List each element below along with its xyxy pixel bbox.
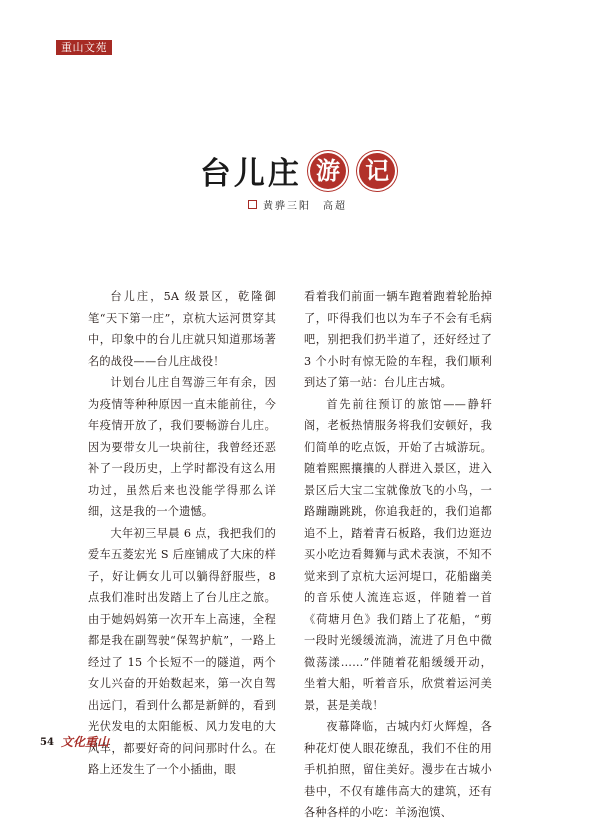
square-bullet-icon: [248, 200, 257, 209]
page-number: 54: [40, 737, 54, 748]
title-text: 台儿庄: [199, 156, 302, 192]
paragraph: 大年初三早晨 6 点，我把我们的爱车五菱宏光 S 后座铺成了大床的样子，好让俩女儿可以躺得舒服些，8 点我们准时出发踏上了台儿庄之旅。由于她妈妈第一次开车上高速，全程都是我在副驾驶“保驾护航”，一路上经过了 15 个长短不一的隧道，两个女儿兴奋的开始数起来，第一次自驾出远门，看到什么都是新鲜的，看到光伏发电的太阳能板、风力发电的大风车，都要好奇的问问那时什么。在路上还发生了一个小插曲，眼: [88, 526, 276, 776]
title-seal-character: 记: [359, 153, 395, 189]
author-byline: [0, 197, 595, 212]
paragraph: 台儿庄，5A 级景区，乾隆御笔“天下第一庄”，京杭大运河贯穿其中，印象中的台儿庄就只知道那场著名的战役——台儿庄战役！: [88, 290, 276, 368]
author-names: 黄骅三阳 高超: [263, 201, 347, 212]
paragraph: 计划台儿庄自驾游三年有余，因为疫情等种种原因一直未能前往，今年疫情开放了，我们要畅游台儿庄。因为要带女儿一块前往，我曾经还恶补了一段历史，上学时都没有这么用功过，虽然后来也没能学得那么详细，这是我的一个遗憾。: [88, 376, 276, 518]
paragraph: 夜幕降临，古城内灯火辉煌，各种花灯使人眼花缭乱，我们不住的用手机拍照，留住美好。漫步在古城小巷中，不仅有雄伟高大的建筑，还有各种各样的小吃：羊汤泡馍、: [304, 720, 492, 819]
paragraph: 首先前往预订的旅馆——静轩阁，老板热情服务将我们安顿好，我们简单的吃点饭，开始了古城游玩。随着熙熙攘攘的人群进入景区，进入景区后大宝二宝就像放飞的小鸟，一路蹦蹦跳跳，你追我赶的，我们追都追不上，踏着青石板路，我们边逛边买小吃边看舞狮与武术表演，不知不觉来到了京杭大运河堤口，花船幽美的音乐使人流连忘返，伴随着一首《荷塘月色》我们踏上了花船，“剪一段时光缓缓流淌，流进了月色中微微荡漾……”伴随着花船缓缓开动，坐着大船，听着音乐，欣赏着运河美景，甚是美哉！: [304, 397, 492, 712]
title-seal-character: 游: [310, 153, 346, 189]
magazine-logo: 文化重山: [61, 735, 110, 749]
paragraph-continuation: 看着我们前面一辆车跑着跑着轮胎掉了，吓得我们也以为车子不会有毛病吧，别把我们扔半道了，还好经过了 3 个小时有惊无险的车程，我们顺利到达了第一站：台儿庄古城。: [304, 290, 492, 389]
section-tag: 重山文苑: [56, 40, 112, 55]
left-column: [88, 286, 276, 781]
article-title: [0, 148, 595, 192]
right-column: [304, 286, 492, 824]
